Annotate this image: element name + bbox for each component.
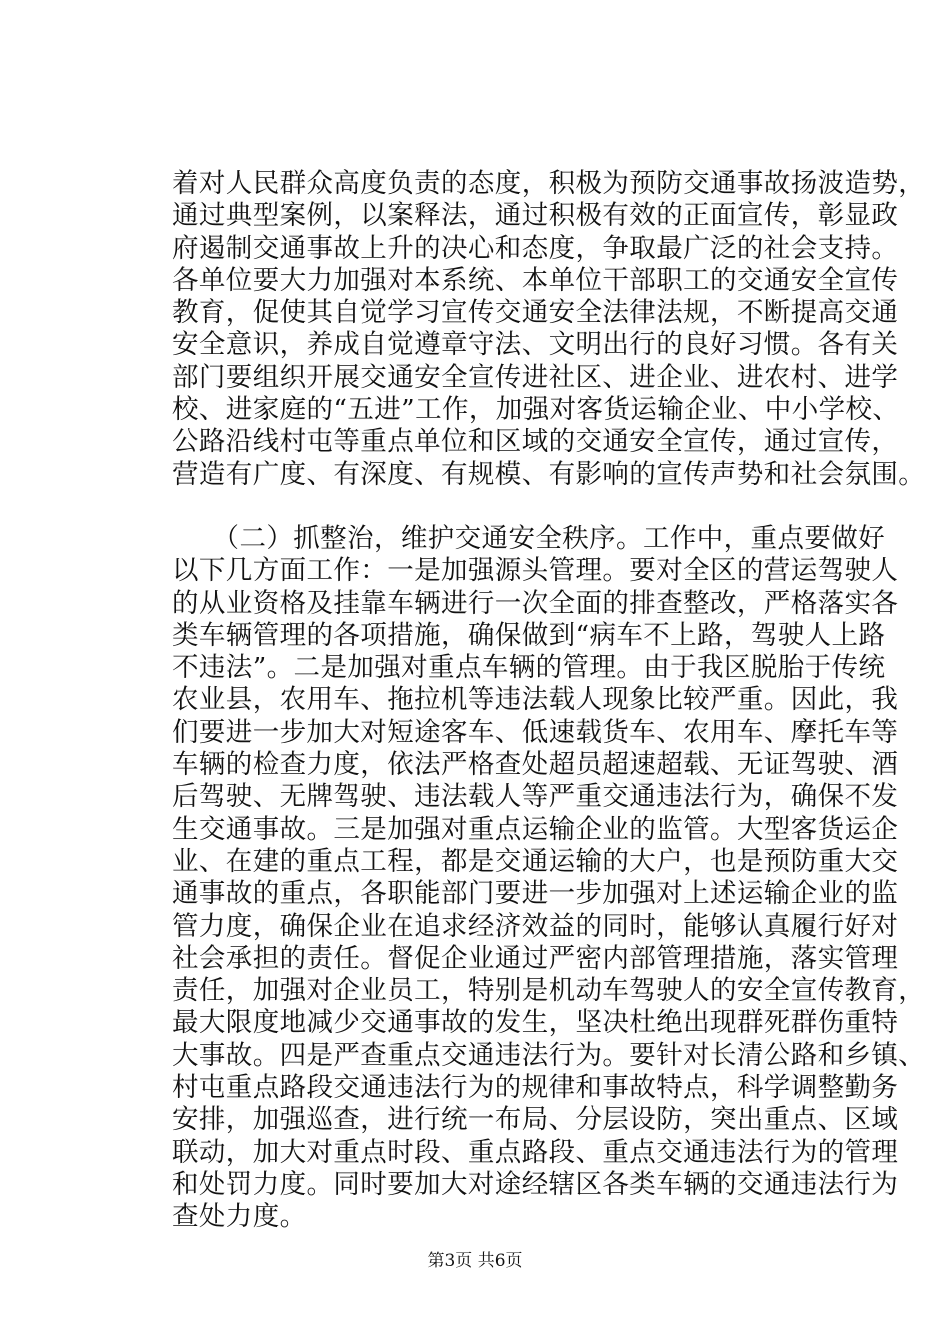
text-line: 农业县，农用车、拖拉机等违法载人现象比较严重。因此，我 [172, 684, 899, 716]
text-line: 通过典型案例，以案释法，通过积极有效的正面宣传，彰显政 [172, 200, 899, 232]
text-line: 村屯重点路段交通违法行为的规律和事故特点，科学调整勤务 [172, 1072, 899, 1104]
text-line: 联动，加大对重点时段、重点路段、重点交通违法行为的管理 [172, 1136, 899, 1168]
text-line: 公路沿线村屯等重点单位和区域的交通安全宣传，通过宣传， [172, 426, 899, 458]
text-line: 安全意识，养成自觉遵章守法、文明出行的良好习惯。各有关 [172, 329, 899, 361]
paragraph-spacer [172, 491, 852, 523]
text-line: 各单位要大力加强对本系统、本单位干部职工的交通安全宣传 [172, 264, 899, 296]
text-line: 类车辆管理的各项措施，确保做到“病车不上路，驾驶人上路 [172, 619, 886, 651]
text-line: 社会承担的责任。督促企业通过严密内部管理措施，落实管理 [172, 942, 899, 974]
text-line: 管力度，确保企业在追求经济效益的同时，能够认真履行好对 [172, 910, 899, 942]
page-footer: 第3页 共6页 [427, 1251, 523, 1271]
paragraph-1 [172, 168, 926, 491]
text-line: 不违法”。二是加强对重点车辆的管理。由于我区脱胎于传统 [172, 652, 886, 684]
text-line: 以下几方面工作：一是加强源头管理。要对全区的营运驾驶人 [172, 555, 899, 587]
text-line: 着对人民群众高度负责的态度，积极为预防交通事故扬波造势， [172, 168, 926, 199]
text-line: 业、在建的重点工程，都是交通运输的大户，也是预防重大交 [172, 845, 899, 877]
text-line: 安排，加强巡查，进行统一布局、分层设防，突出重点、区域 [172, 1104, 899, 1136]
text-line: 车辆的检查力度，依法严格查处超员超速超载、无证驾驶、酒 [172, 749, 899, 781]
text-line: 部门要组织开展交通安全宣传进社区、进企业、进农村、进学 [172, 361, 899, 393]
text-line: 营造有广度、有深度、有规模、有影响的宣传声势和社会氛围。 [172, 458, 926, 490]
text-line: 府遏制交通事故上升的决心和态度，争取最广泛的社会支持。 [172, 232, 899, 264]
text-line: 大事故。四是严查重点交通违法行为。要针对长清公路和乡镇、 [172, 1039, 926, 1071]
document-body [172, 168, 926, 1234]
text-line: 校、进家庭的“五进”工作，加强对客货运输企业、中小学校、 [172, 394, 900, 426]
text-line: （二）抓整治，维护交通安全秩序。工作中，重点要做好 [172, 522, 886, 554]
text-line: 们要进一步加大对短途客车、低速载货车、农用车、摩托车等 [172, 716, 899, 748]
paragraph-2 [172, 522, 926, 1234]
text-line: 的从业资格及挂靠车辆进行一次全面的排查整改，严格落实各 [172, 587, 899, 619]
text-line: 查处力度。 [172, 1201, 307, 1233]
text-line: 责任，加强对企业员工，特别是机动车驾驶人的安全宣传教育， [172, 975, 926, 1007]
text-line: 生交通事故。三是加强对重点运输企业的监管。大型客货运企 [172, 813, 899, 845]
text-line: 通事故的重点，各职能部门要进一步加强对上述运输企业的监 [172, 878, 899, 910]
text-line: 最大限度地减少交通事故的发生，坚决杜绝出现群死群伤重特 [172, 1007, 899, 1039]
text-line: 后驾驶、无牌驾驶、违法载人等严重交通违法行为，确保不发 [172, 781, 899, 813]
text-line: 教育，促使其自觉学习宣传交通安全法律法规，不断提高交通 [172, 297, 899, 329]
text-line: 和处罚力度。同时要加大对途经辖区各类车辆的交通违法行为 [172, 1168, 899, 1200]
